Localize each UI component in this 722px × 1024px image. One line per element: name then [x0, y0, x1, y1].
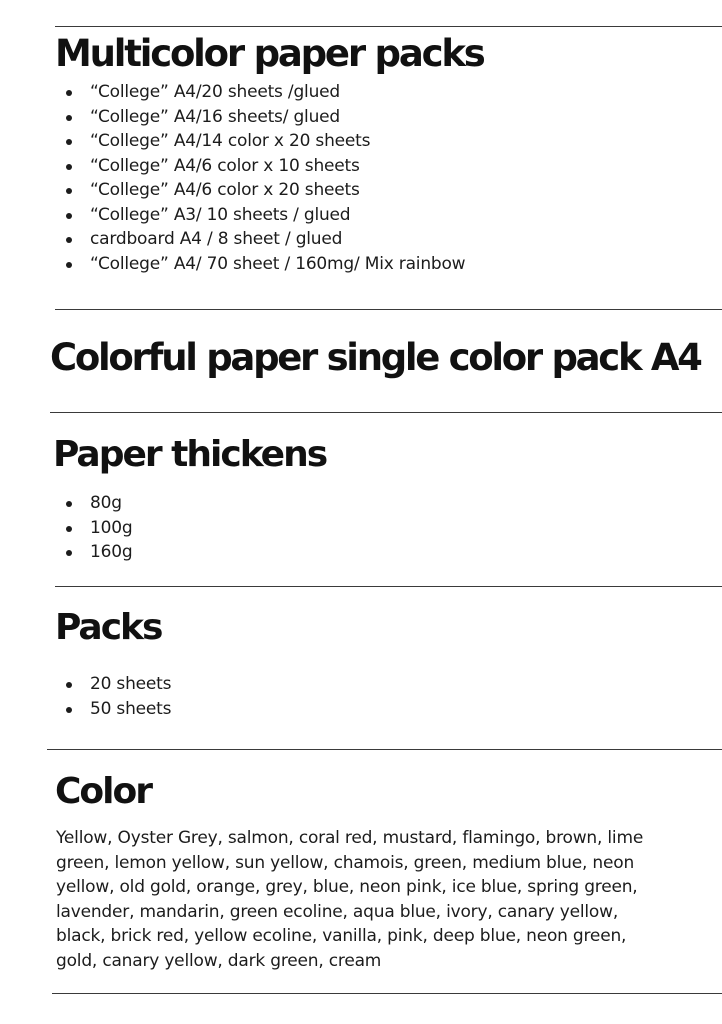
color-line: yellow, old gold, orange, grey, blue, neon pink, ice blue, spring green, — [56, 877, 638, 897]
list-item: “College” A4/14 color x 20 sheets — [56, 129, 465, 154]
color-line: gold, canary yellow, dark green, cream — [56, 950, 382, 971]
list-item: cardboard A4 / 8 sheet / glued — [56, 227, 465, 252]
list-item: 100g — [56, 516, 132, 541]
multicolor-packs-list — [56, 80, 465, 276]
list-item: “College” A4/ 70 sheet / 160mg/ Mix rainbow — [56, 252, 465, 277]
color-line: lavender, mandarin, green ecoline, aqua blue, ivory, canary yellow, — [56, 901, 619, 922]
heading-single-color-pack: Colorful paper single color pack A4 — [50, 336, 701, 379]
list-item: “College” A4/20 sheets /glued — [56, 80, 465, 105]
list-item: 80g — [56, 491, 132, 516]
divider — [50, 412, 722, 413]
heading-color: Color — [55, 771, 151, 812]
heading-multicolor-paper-packs: Multicolor paper packs — [55, 32, 484, 75]
divider-bottom — [52, 993, 722, 994]
list-item: “College” A3/ 10 sheets / glued — [56, 203, 465, 228]
color-line: Yellow, Oyster Grey, salmon, coral red, mustard, flamingo, brown, lime — [56, 828, 644, 848]
list-item: 160g — [56, 540, 132, 565]
divider — [55, 309, 722, 310]
list-item: 50 sheets — [56, 697, 171, 722]
divider — [47, 749, 722, 750]
list-item: “College” A4/16 sheets/ glued — [56, 105, 465, 130]
color-line: green, lemon yellow, sun yellow, chamois, green, medium blue, neon — [56, 852, 635, 873]
heading-packs: Packs — [55, 607, 162, 648]
list-item: “College” A4/6 color x 20 sheets — [56, 178, 465, 203]
heading-paper-thickens: Paper thickens — [53, 434, 327, 475]
color-line: black, brick red, yellow ecoline, vanilla, pink, deep blue, neon green, — [56, 926, 627, 946]
divider-top — [55, 26, 722, 27]
color-list-paragraph — [56, 826, 646, 973]
paper-thickness-list — [56, 491, 132, 565]
list-item: “College” A4/6 color x 10 sheets — [56, 154, 465, 179]
list-item: 20 sheets — [56, 672, 171, 697]
packs-list — [56, 672, 171, 721]
divider — [55, 586, 722, 587]
